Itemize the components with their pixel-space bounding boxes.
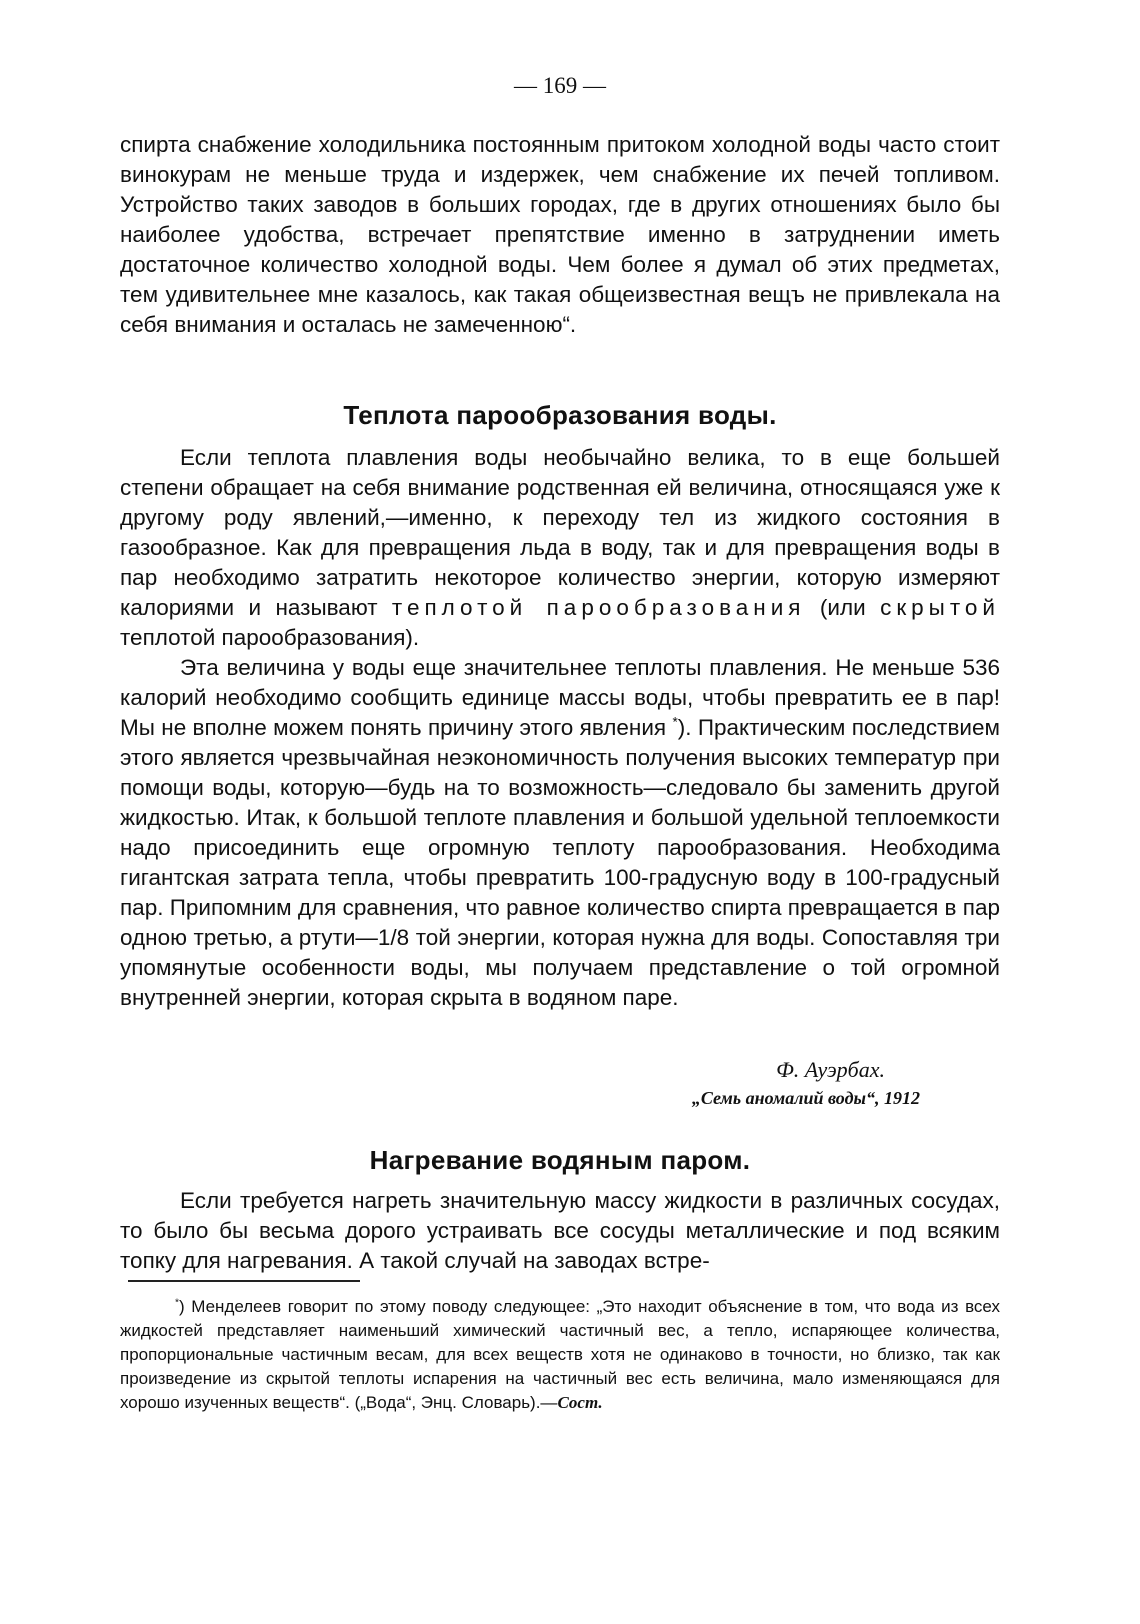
term-hidden: скрытой: [880, 595, 1000, 620]
footnote-marker: *: [175, 1297, 179, 1309]
paragraph-1-text-b: (или: [805, 595, 881, 620]
footnote: [120, 1295, 1000, 1415]
paragraph-1-text-c: теплотой парообразования).: [120, 625, 420, 650]
footnote-reference: *: [672, 714, 678, 730]
footnote-signature: Сост.: [557, 1393, 603, 1412]
footnote-divider: [128, 1280, 360, 1282]
attribution-source: „Семь аномалий воды“, 1912: [691, 1088, 920, 1108]
section-heading-heat-of-vaporization: Теплота парообразования воды.: [343, 400, 777, 430]
paragraph-3: Если требуется нагреть значительную массу жидкости в различных сосудах, то было бы весьма дорого устраивать все сосуды металлические и под всяким топку для нагревания. А такой случай на заводах встре-: [120, 1188, 1000, 1273]
paragraph-2-text-c: той энергии, которая нужна для воды. Сопоставляя три упомянутые особенности воды, мы получаем представление о той огромной внутренней энергии, которая скрыта в водяном паре.: [120, 925, 1000, 1010]
attribution-author: Ф. Ауэрбах.: [776, 1057, 885, 1082]
term-latent-heat: теплотой парообразования: [391, 595, 806, 620]
section-heading-steam-heating: Нагревание водяным паром.: [369, 1145, 751, 1175]
attribution: [120, 1055, 920, 1111]
paragraph-1: [120, 443, 1000, 653]
paragraph-2: [120, 653, 1000, 1013]
top-paragraph: спирта снабжение холодильника постоянным притоком холодной воды часто стоит винокурам не меньше труда и издержек, чем снабжение их печей топливом. Устройство таких заводов в больших городах, где в других отношениях было бы наиболее удобства, встречает препятствие именно в затруднении иметь достаточное количество холодной воды. Чем более я думал об этих предметах, тем удивительнее мне казалось, как такая общеизвестная вещъ не привлекала на себя внимания и осталась не замеченною“.: [120, 132, 1000, 337]
section-body-heat-of-vaporization: [120, 443, 1000, 1013]
page-number: — 169 —: [514, 73, 606, 98]
fraction-one-eighth: 1/8: [377, 925, 410, 950]
section-body-steam-heating: [120, 1186, 1000, 1276]
paragraph-2-text-b: ). Практическим последствием этого является чрезвычайная неэкономичность получения высоких температур при помощи воды, которую—будь на то возможность—следовало бы заменить другой жидкостью. Итак, к большой теплоте плавления и большой удельной теплоемкости надо присоединить еще огромную теплоту парообразования. Необходима гигантская затрата тепла, чтобы превратить 100-градусную воду в 100-градусный пар. Припомним для сравнения, что равное количество спирта превращается в пар одною третью, а ртути—: [120, 715, 1000, 950]
footnote-text: ) Менделеев говорит по этому поводу следующее: „Это находит объяснение в том, что вода из всех жидкостей представляет наименьший химический частичный вес, а тепло, испаряющее количества, пропорциональные частичным весам, для всех веществ хотя не одинаково в точности, но близко, так как произведение из скрытой теплоты испарения на частичный вес есть величина, мало изменяющаяся для хорошо изученных веществ“. („Вода“, Энц. Словарь).—: [120, 1297, 1000, 1412]
top-paragraph-block: [120, 130, 1000, 340]
footnote-body: [120, 1295, 1000, 1415]
paragraph-1-text-a: Если теплота плавления воды необычайно велика, то в еще большей степени обращает на себя внимание родственная ей величина, относящаяся уже к другому роду явлений,—именно, к переходу тел из жидкого состояния в газообразное. Как для превращения льда в воду, так и для превращения воды в пар необходимо затратить некоторое количество энергии, которую измеряют калориями и называют: [120, 445, 1000, 620]
paragraph-2-text-a: Эта величина у воды еще значительнее теплоты плавления. Не меньше 536 калорий необходимо сообщить единице массы воды, чтобы превратить ее в пар! Мы не вполне можем понять причину этого явления: [120, 655, 1000, 740]
